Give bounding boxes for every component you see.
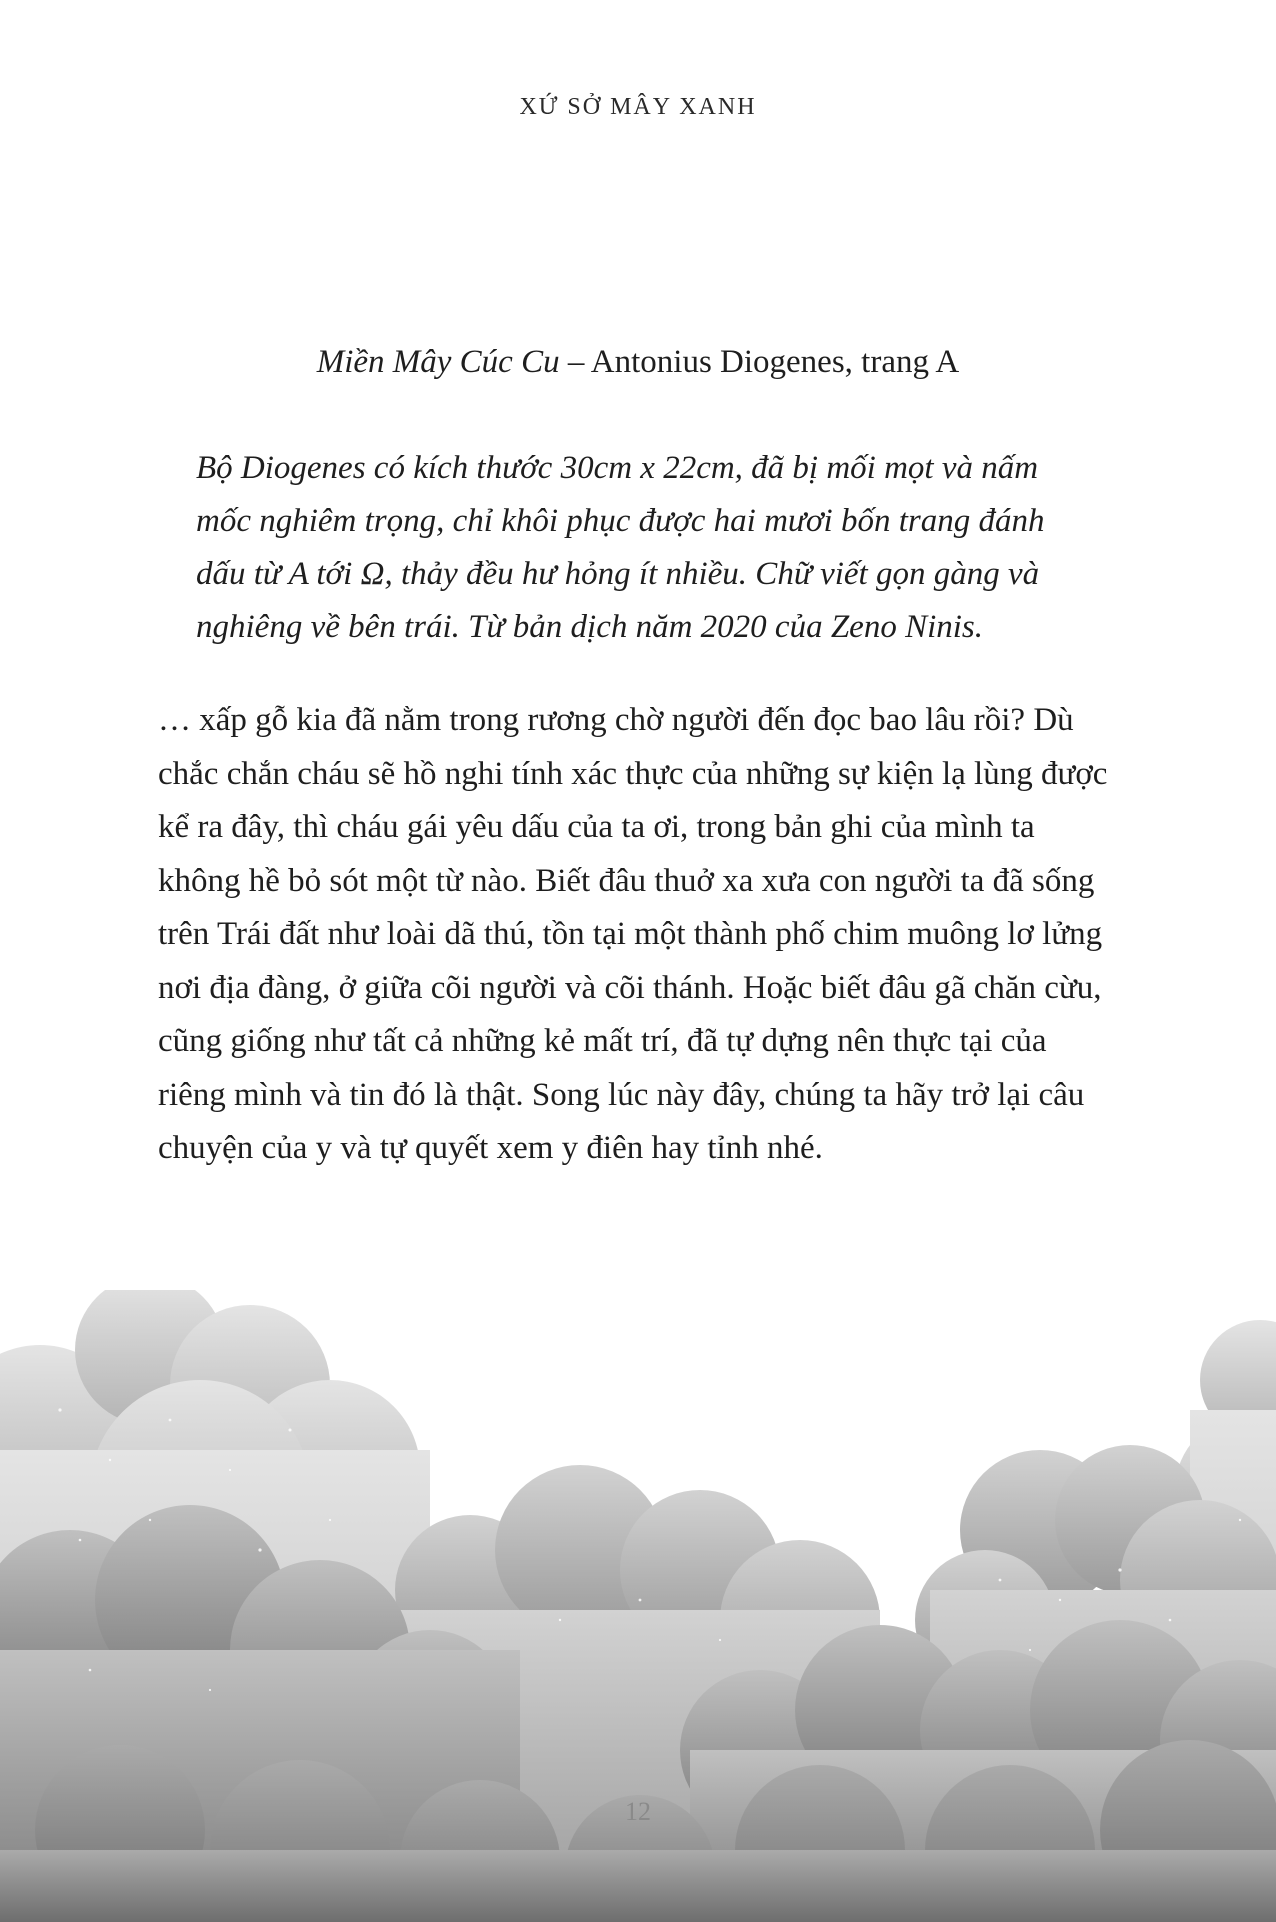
page-number: 12	[625, 1797, 651, 1826]
running-title: XỨ SỞ MÂY XANH	[519, 94, 757, 120]
source-work-title: Miền Mây Cúc Cu	[316, 344, 560, 380]
body-paragraph: … xấp gỗ kia đã nằm trong rương chờ người đến đọc bao lâu rồi? Dù chắc chắn cháu sẽ hồ nghi tính xác thực của những sự kiện lạ lùng được kể ra đây, thì cháu gái yêu dấu của ta ơi, trong bản ghi của mình ta không hề bỏ sót một từ nào. Biết đâu thuở xa xưa con người ta đã sống trên Trái đất như loài dã thú, tồn tại một thành phố chim muông lơ lửng nơi địa đàng, ở giữa cõi người và cõi thánh. Hoặc biết đâu gã chăn cừu, cũng giống như tất cả những kẻ mất trí, đã tự dựng nên thực tại của riêng mình và tin đó là thật. Song lúc này đây, chúng ta hãy trở lại câu chuyện của y và tự quyết xem y điên hay tỉnh nhé.	[158, 702, 1108, 1166]
source-attribution: – Antonius Diogenes, trang A	[567, 344, 960, 380]
source-citation	[0, 344, 1276, 381]
editor-note: Bộ Diogenes có kích thước 30cm x 22cm, đã bị mối mọt và nấm mốc nghiêm trọng, chỉ khôi phục được hai mươi bốn trang đánh dấu từ A tới Ω, thảy đều hư hỏng ít nhiều. Chữ viết gọn gàng và nghiêng về bên trái. Từ bản dịch năm 2020 của Zeno Ninis.	[196, 450, 1045, 645]
cloud-illustration	[0, 1290, 1276, 1922]
